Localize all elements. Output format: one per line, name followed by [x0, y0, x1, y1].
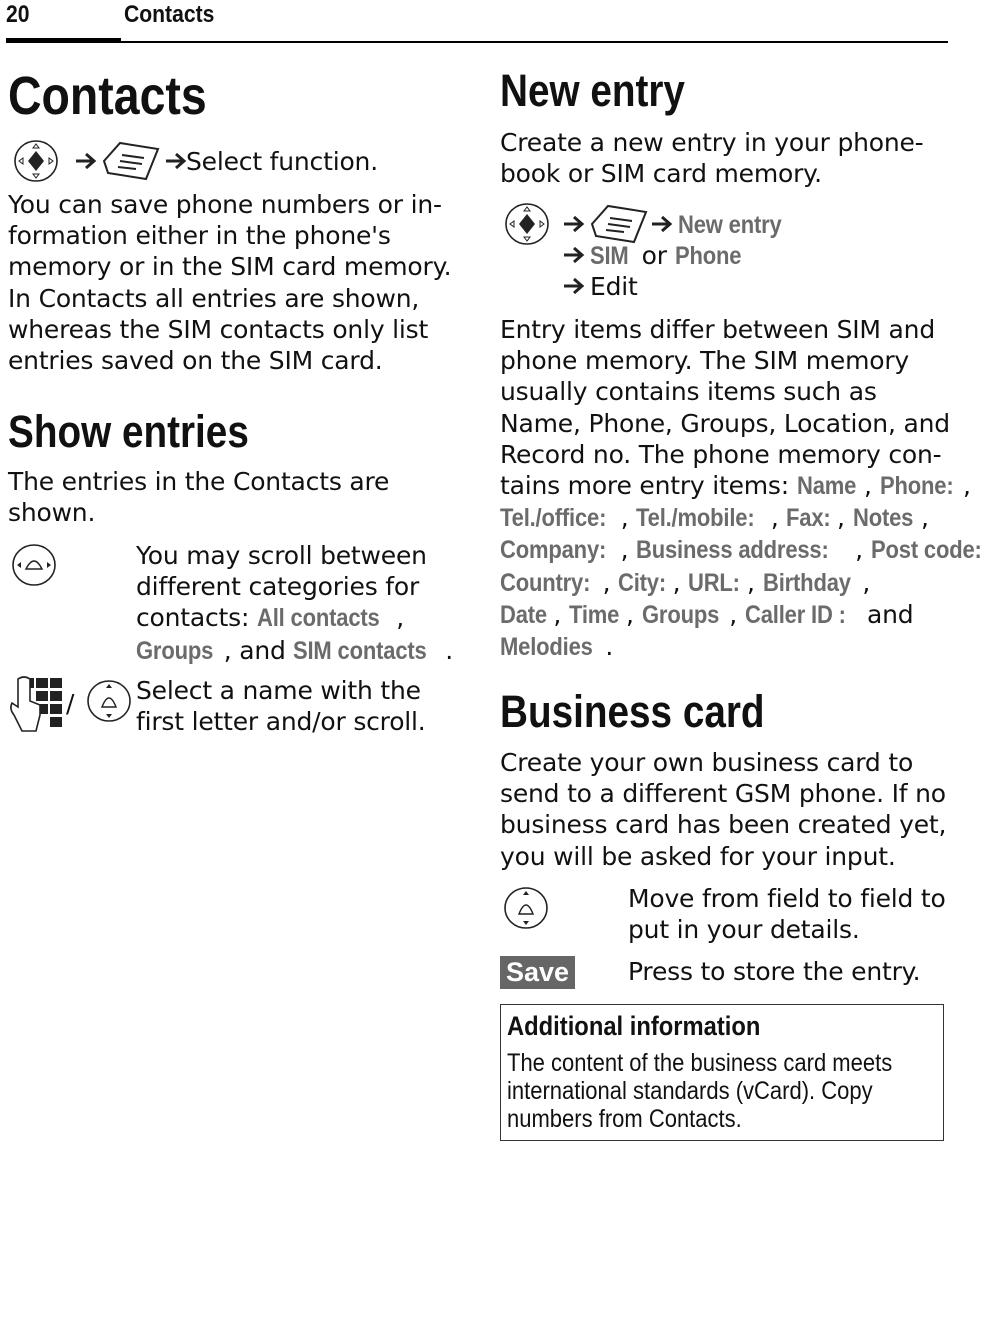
text-line: shown.: [8, 498, 96, 528]
text-line: memory or in the SIM card memory.: [8, 252, 452, 282]
text-line: Record no. The phone memory con-: [500, 439, 942, 469]
nav-key-press-icon: [503, 201, 551, 247]
entry-item: Company:: [500, 536, 607, 565]
text-line: The entries in the Contacts are: [8, 467, 390, 496]
entry-item: Fax:: [786, 504, 831, 533]
new-entry-text: [500, 127, 924, 189]
entry-item: Time: [568, 600, 620, 629]
category-all-contacts: All contacts: [256, 604, 380, 633]
entry-item: City:: [618, 568, 667, 597]
text-line: Select a name with the: [136, 676, 421, 705]
path-sim-or-phone: [590, 240, 750, 272]
entry-item: Phone:: [879, 472, 954, 501]
entry-item: Tel./mobile:: [636, 504, 755, 533]
menu-item-new-entry: New entry: [678, 211, 782, 239]
page-header: [6, 0, 948, 44]
additional-information-box: [500, 1004, 944, 1141]
text-span: tains more entry items:: [500, 471, 789, 501]
text-line: Move from field to field to: [628, 884, 946, 913]
entry-item: Caller ID :: [744, 600, 846, 629]
running-title: Contacts: [124, 1, 215, 28]
text-span: , and: [223, 635, 286, 665]
path-edit: Edit: [590, 272, 638, 301]
keypad-hand-icon: [8, 675, 64, 735]
entry-item: Notes: [852, 504, 913, 533]
text-line: book or SIM card memory.: [500, 159, 822, 189]
entry-item: Country:: [500, 568, 591, 597]
phonebook-menu-icon: [100, 139, 162, 183]
text-line: send to a different GSM phone. If no: [500, 779, 946, 809]
entry-item: Groups: [641, 600, 719, 629]
text-line: put in your details.: [628, 915, 860, 945]
text-span: and: [866, 599, 914, 629]
arrow-right-icon: [650, 213, 676, 235]
text-line: different categories for: [136, 572, 420, 602]
text-line: In Contacts all entries are shown,: [8, 283, 420, 313]
text-line: usually contains items such as: [500, 377, 877, 407]
entry-item: Business address:: [636, 536, 829, 565]
entry-item: Birthday: [762, 568, 851, 597]
category-groups: Groups: [136, 636, 214, 665]
show-entries-text: [8, 466, 389, 528]
arrow-right-icon: [74, 150, 100, 172]
text-line: phone memory. The SIM memory: [500, 346, 910, 376]
move-field-instruction: [628, 883, 946, 945]
text-line: business card has been created yet,: [500, 810, 947, 840]
arrow-right-icon: [562, 275, 588, 297]
option-sim: SIM: [590, 242, 629, 270]
save-instruction: Press to store the entry.: [628, 957, 921, 986]
section-title-show-entries: Show entries: [8, 406, 249, 457]
nav-key-up-down-icon: [503, 886, 549, 930]
path-new-entry: [678, 209, 796, 241]
entry-item: URL:: [688, 568, 740, 597]
page-number: 20: [6, 1, 30, 28]
option-phone: Phone: [674, 242, 741, 270]
separator-slash: /: [66, 689, 75, 718]
text-line: numbers from Contacts.: [507, 1105, 742, 1133]
text-line: Name, Phone, Groups, Location, and: [500, 408, 950, 438]
section-title-new-entry: New entry: [500, 65, 685, 116]
text-line: international standards (vCard). Copy: [507, 1077, 873, 1105]
entry-item: Tel./office:: [500, 504, 607, 533]
entry-item: Date: [500, 600, 547, 629]
category-sim-contacts: SIM contacts: [293, 636, 427, 665]
scroll-instruction: You may scroll between different categories for contacts: All contacts , Groups , and SIM contacts .: [136, 540, 453, 667]
text-line: first letter and/or scroll.: [136, 707, 426, 737]
info-box-title: Additional information: [507, 1011, 761, 1041]
section-title-business-card: Business card: [500, 686, 765, 737]
nav-key-up-down-icon: [86, 679, 132, 723]
save-softkey: Save: [500, 956, 575, 989]
text-line: Create a new entry in your phone-: [500, 128, 924, 157]
entry-item: Post code:: [870, 536, 982, 565]
text-line: you will be asked for your input.: [500, 841, 896, 871]
nav-key-left-right-icon: [11, 543, 57, 587]
arrow-right-icon: [562, 213, 588, 235]
nav-key-press-icon: [12, 138, 60, 184]
text-line: formation either in the phone's: [8, 221, 391, 251]
text-span: or: [641, 241, 667, 270]
entry-items-text: Entry items differ between SIM and phone memory. The SIM memory usually contains items such as Name, Phone, Groups, Location, and Record no. The phone memory con- tains more entry items: Name , Phone: , Tel./office: , Tel./mobile: , Fax: , Notes , Company: , Business address: , Post code: Country: , City: , URL: , Birthday , Date , Time , Groups , Caller ID : and Melodies .: [500, 314, 945, 663]
entry-item: Name: [796, 472, 856, 501]
text-line: Create your own business card to: [500, 748, 914, 777]
header-tab-bar: [6, 38, 121, 43]
text-line: Entry items differ between SIM and: [500, 315, 935, 344]
business-card-text: [500, 747, 946, 872]
text-line: entries saved on the SIM card.: [8, 346, 383, 376]
menu-path-label: Select function.: [186, 147, 378, 176]
text-line: You can save phone numbers or in-: [8, 190, 442, 219]
entry-item: Melodies: [500, 633, 593, 662]
text-line: You may scroll between: [136, 541, 427, 570]
text-line: whereas the SIM contacts only list: [8, 314, 429, 344]
select-name-instruction: [136, 675, 426, 737]
arrow-right-icon: [562, 244, 588, 266]
header-rule: [6, 41, 948, 43]
info-box-body: [507, 1049, 938, 1133]
text-span: contacts:: [136, 603, 250, 633]
text-line: The content of the business card meets: [507, 1049, 893, 1077]
contacts-intro: [8, 189, 451, 376]
section-title-contacts: Contacts: [8, 66, 207, 126]
